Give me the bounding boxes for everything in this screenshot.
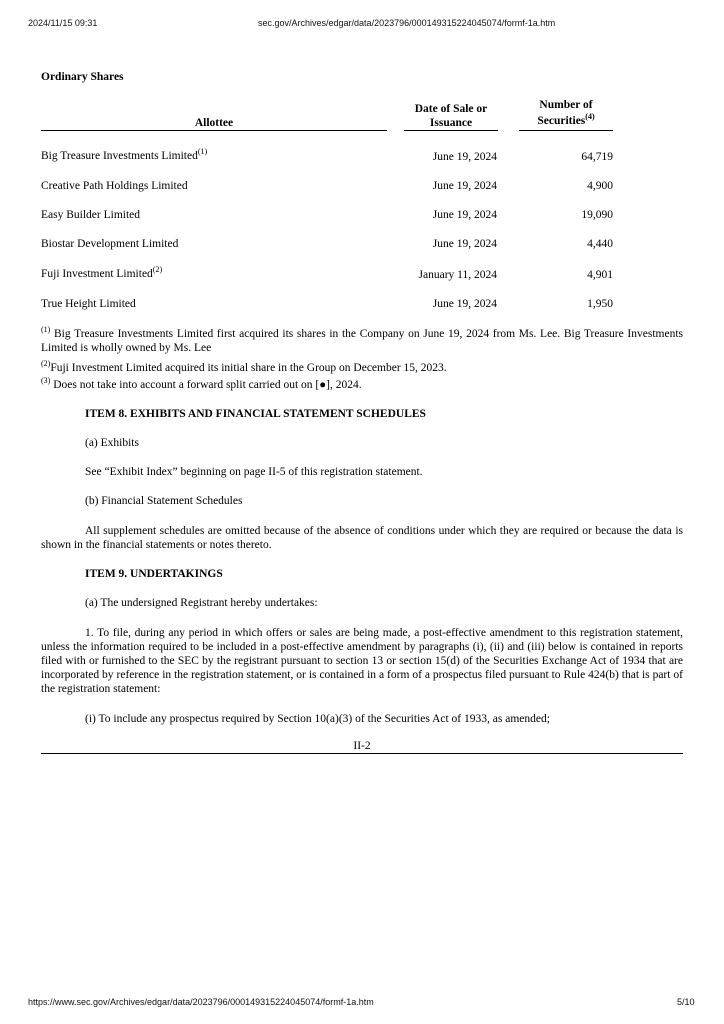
item8-see-exhibit-index: See “Exhibit Index” beginning on page II-5 of this registration statement. xyxy=(85,466,423,478)
footnote-2: $^{(2)}$Fuji Investment Limited acquired its initial share in the Group on December 15, 2023. xyxy=(41,359,447,374)
header-allottee-rule xyxy=(41,130,387,131)
print-url: https://www.sec.gov/Archives/edgar/data/2023796/000149315224045074/formf-1a.htm xyxy=(28,997,374,1007)
securities-count: 4,900 xyxy=(587,180,613,192)
sale-date: June 19, 2024 xyxy=(432,209,497,221)
header-date-line1: Date of Sale or xyxy=(414,103,488,115)
securities-count: 1,950 xyxy=(587,298,613,310)
item8-financial-schedules: (b) Financial Statement Schedules xyxy=(85,495,243,507)
securities-count: 4,440 xyxy=(587,238,613,250)
sale-date: June 19, 2024 xyxy=(432,298,497,310)
page-number: II-2 xyxy=(353,740,371,752)
print-title: sec.gov/Archives/edgar/data/2023796/000149315224045074/formf-1a.htm xyxy=(258,18,556,28)
item9-undertakes: (a) The undersigned Registrant hereby undertakes: xyxy=(85,597,318,609)
securities-count: 64,719 xyxy=(581,151,613,163)
footnote-1: $^{(1)}$ Big Treasure Investments Limited first acquired its shares in the Company on June 19, 2024 from Ms. Lee. Big Treasure Investments Limited is wholly owned by Ms. Lee xyxy=(41,325,683,354)
sale-date: June 19, 2024 xyxy=(432,151,497,163)
item9-subparagraph-i: (i) To include any prospectus required by Section 10(a)(3) of the Securities Act of 1933, as amended; xyxy=(85,713,550,725)
header-number-line1: Number of xyxy=(539,99,593,111)
page-bottom-rule xyxy=(41,753,683,754)
print-page-count: 5/10 xyxy=(677,997,695,1007)
footnote-3: $^{(3)}$ Does not take into account a forward split carried out on [●], 2024. xyxy=(41,376,362,391)
securities-count: 19,090 xyxy=(581,209,613,221)
item8-heading: ITEM 8. EXHIBITS AND FINANCIAL STATEMENT SCHEDULES xyxy=(85,408,426,420)
document-body xyxy=(41,0,683,1024)
allottee-name: Easy Builder Limited xyxy=(41,209,141,221)
allottee-name: Fuji Investment Limited$^{(2)}$ xyxy=(41,265,163,280)
header-number-line2: Securities$^{(4)}$ xyxy=(537,112,595,127)
allottee-name: Big Treasure Investments Limited$^{(1)}$ xyxy=(41,147,208,162)
item9-heading: ITEM 9. UNDERTAKINGS xyxy=(85,568,223,580)
item8-exhibits: (a) Exhibits xyxy=(85,437,139,449)
sale-date: June 19, 2024 xyxy=(432,238,497,250)
securities-count: 4,901 xyxy=(587,269,613,281)
allottee-name: Biostar Development Limited xyxy=(41,238,179,250)
item9-paragraph-1: 1. To file, during any period in which offers or sales are being made, a post-effective amendment to this registration statement, unless the information required to be included in a post-effective amendment by paragraphs (i), (ii) and (iii) below is contained in reports filed with or furnished to the SEC by the registrant pursuant to section 13 or section 15(d) of the Securities Exchange Act of 1934 that are incorporated by reference in the registration statement, or is contained in a form of a prospectus filed pursuant to Rule 424(b) that is part of the registration statement: xyxy=(41,627,683,695)
allottee-name: True Height Limited xyxy=(41,298,136,310)
header-number-rule xyxy=(519,130,613,131)
print-datetime: 2024/11/15 09:31 xyxy=(28,18,98,28)
section-title: Ordinary Shares xyxy=(41,71,124,83)
sale-date: June 19, 2024 xyxy=(432,180,497,192)
allottee-name: Creative Path Holdings Limited xyxy=(41,180,188,192)
header-date-line2: Issuance xyxy=(429,117,473,129)
item8-paragraph: All supplement schedules are omitted because of the absence of conditions under which they are required or because the data is shown in the financial statements or notes thereto. xyxy=(41,525,683,551)
header-date-rule xyxy=(404,130,498,131)
header-allottee: Allottee xyxy=(194,117,234,129)
sale-date: January 11, 2024 xyxy=(418,269,497,281)
